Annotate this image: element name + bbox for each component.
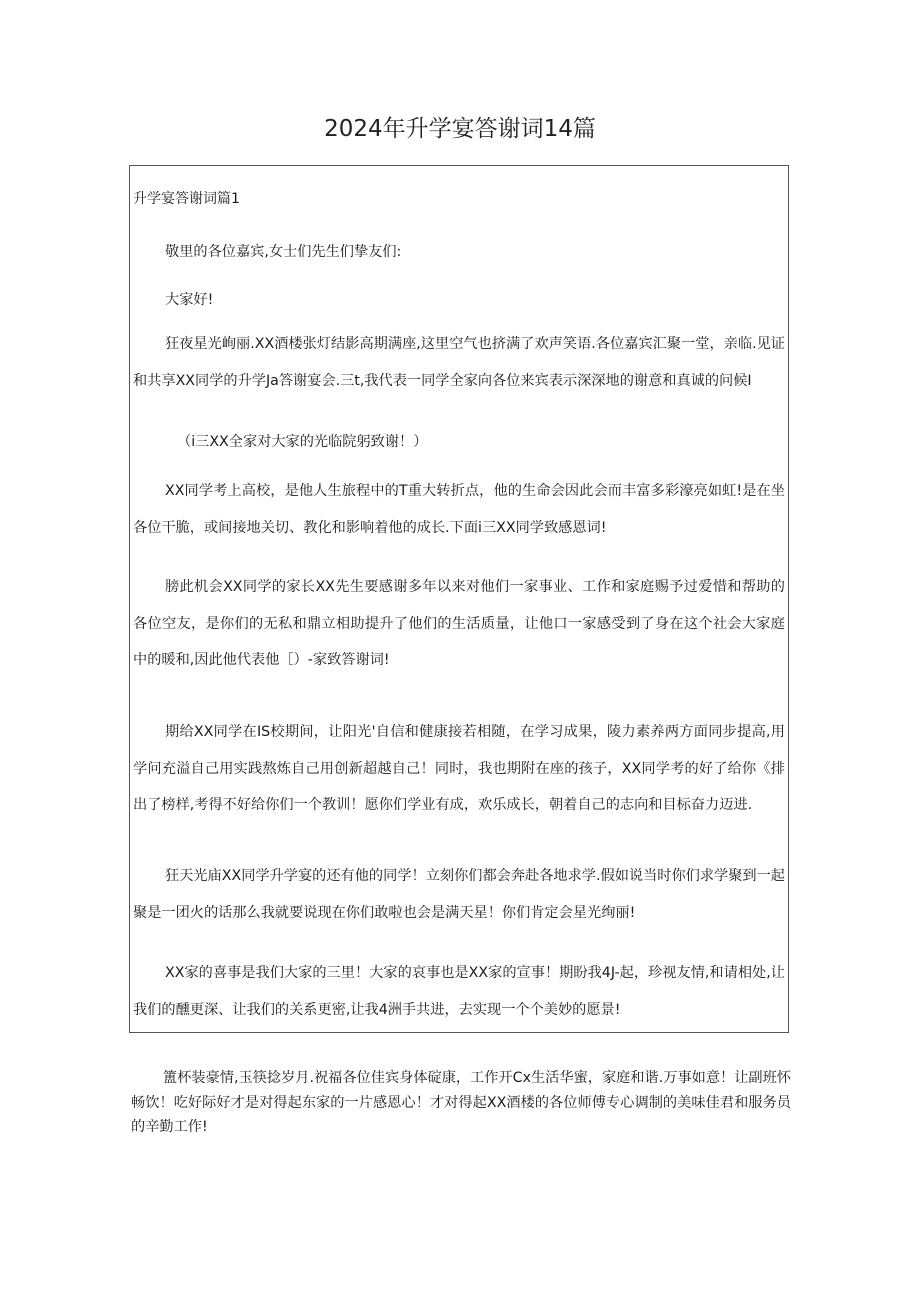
body-paragraph-3: XX同学考上高校，是他人生旅程中的T重大转折点，他的生命会因此会而丰富多彩濠亮如虹!是在坐各位干脆，或间接地关切、教化和影响着他的成长.下面i三XX同学致感恩词! [133, 483, 785, 536]
body-paragraph-2: （i三XX全家对大家的光临院躬致谢！） [177, 434, 428, 450]
greeting-paragraph: 敬里的各位嘉宾,女士们先生们挚友们: [165, 244, 402, 260]
content-box [129, 165, 789, 1033]
hello-paragraph: 大家好! [165, 292, 214, 308]
closing-paragraph: 簠杯装豪情,玉筷捻岁月.祝福各位佳宾身体碇康，工作开Cx生活华蜜，家庭和谐.万事如意！让副班怀畅饮！吃好际好才是对得起东家的一片感恩心！才对得起XX酒楼的各位师傅专心调制的美味佳君和服务员的辛勤工作! [131, 1070, 791, 1135]
body-paragraph-7: XX家的喜事是我们大家的三里！大家的哀事也是XX家的宣事！期盼我4J-起，珍视友情,和请相处,让我们的醺更深、让我们的关系更密,让我4洲手共进，去实现一个个美妙的愿景! [133, 965, 785, 1018]
document-title: 2024年升学宴答谢词14篇 [324, 116, 596, 142]
section-heading: 升学宴答谢词篇1 [133, 191, 240, 207]
body-paragraph-5: 期给XX同学在IS校期间，让阳光'自信和健康接若相随，在学习成果，陵力素养两方面同步提高,用学问充溢自己用实践熬炼自己用创新超越自己！同时，我也期附在座的孩子，XX同学考的好了给你《排出了榜样,考得不好给你们一个教训！愿你们学业有成，欢乐成长，朝着自己的志向和目标奋力迈进. [133, 724, 785, 814]
body-paragraph-6: 狂天光庙XX同学升学宴的还有他的同学！立刻你们都会奔赴各地求学.假如说当时你们求学聚到一起聚是一团火的话那么我就要说现在你们敢啦也会是满天星！你们肯定会星光绚丽! [133, 868, 785, 921]
body-paragraph-4: 膀此机会XX同学的家长XX先生要感谢多年以来对他们一家事业、工作和家庭赐予过爱惜和帮助的各位空友，是你们的无私和鼎立相助提升了他们的生活质量，让他口一家感受到了身在这个社会大家庭中的暖和,因此他代表他［）-家致答谢词! [133, 579, 785, 669]
body-paragraph-1: 狂夜星光峋丽.XX酒楼张灯结影高期满座,这里空气也挤满了欢声笑语.各位嘉宾汇聚一堂，亲临.见证和共享XX同学的升学Ja答谢宴会.三t,我代表一同学全家向各位来宾表示深深地的谢意和真诚的问候I [133, 336, 785, 389]
